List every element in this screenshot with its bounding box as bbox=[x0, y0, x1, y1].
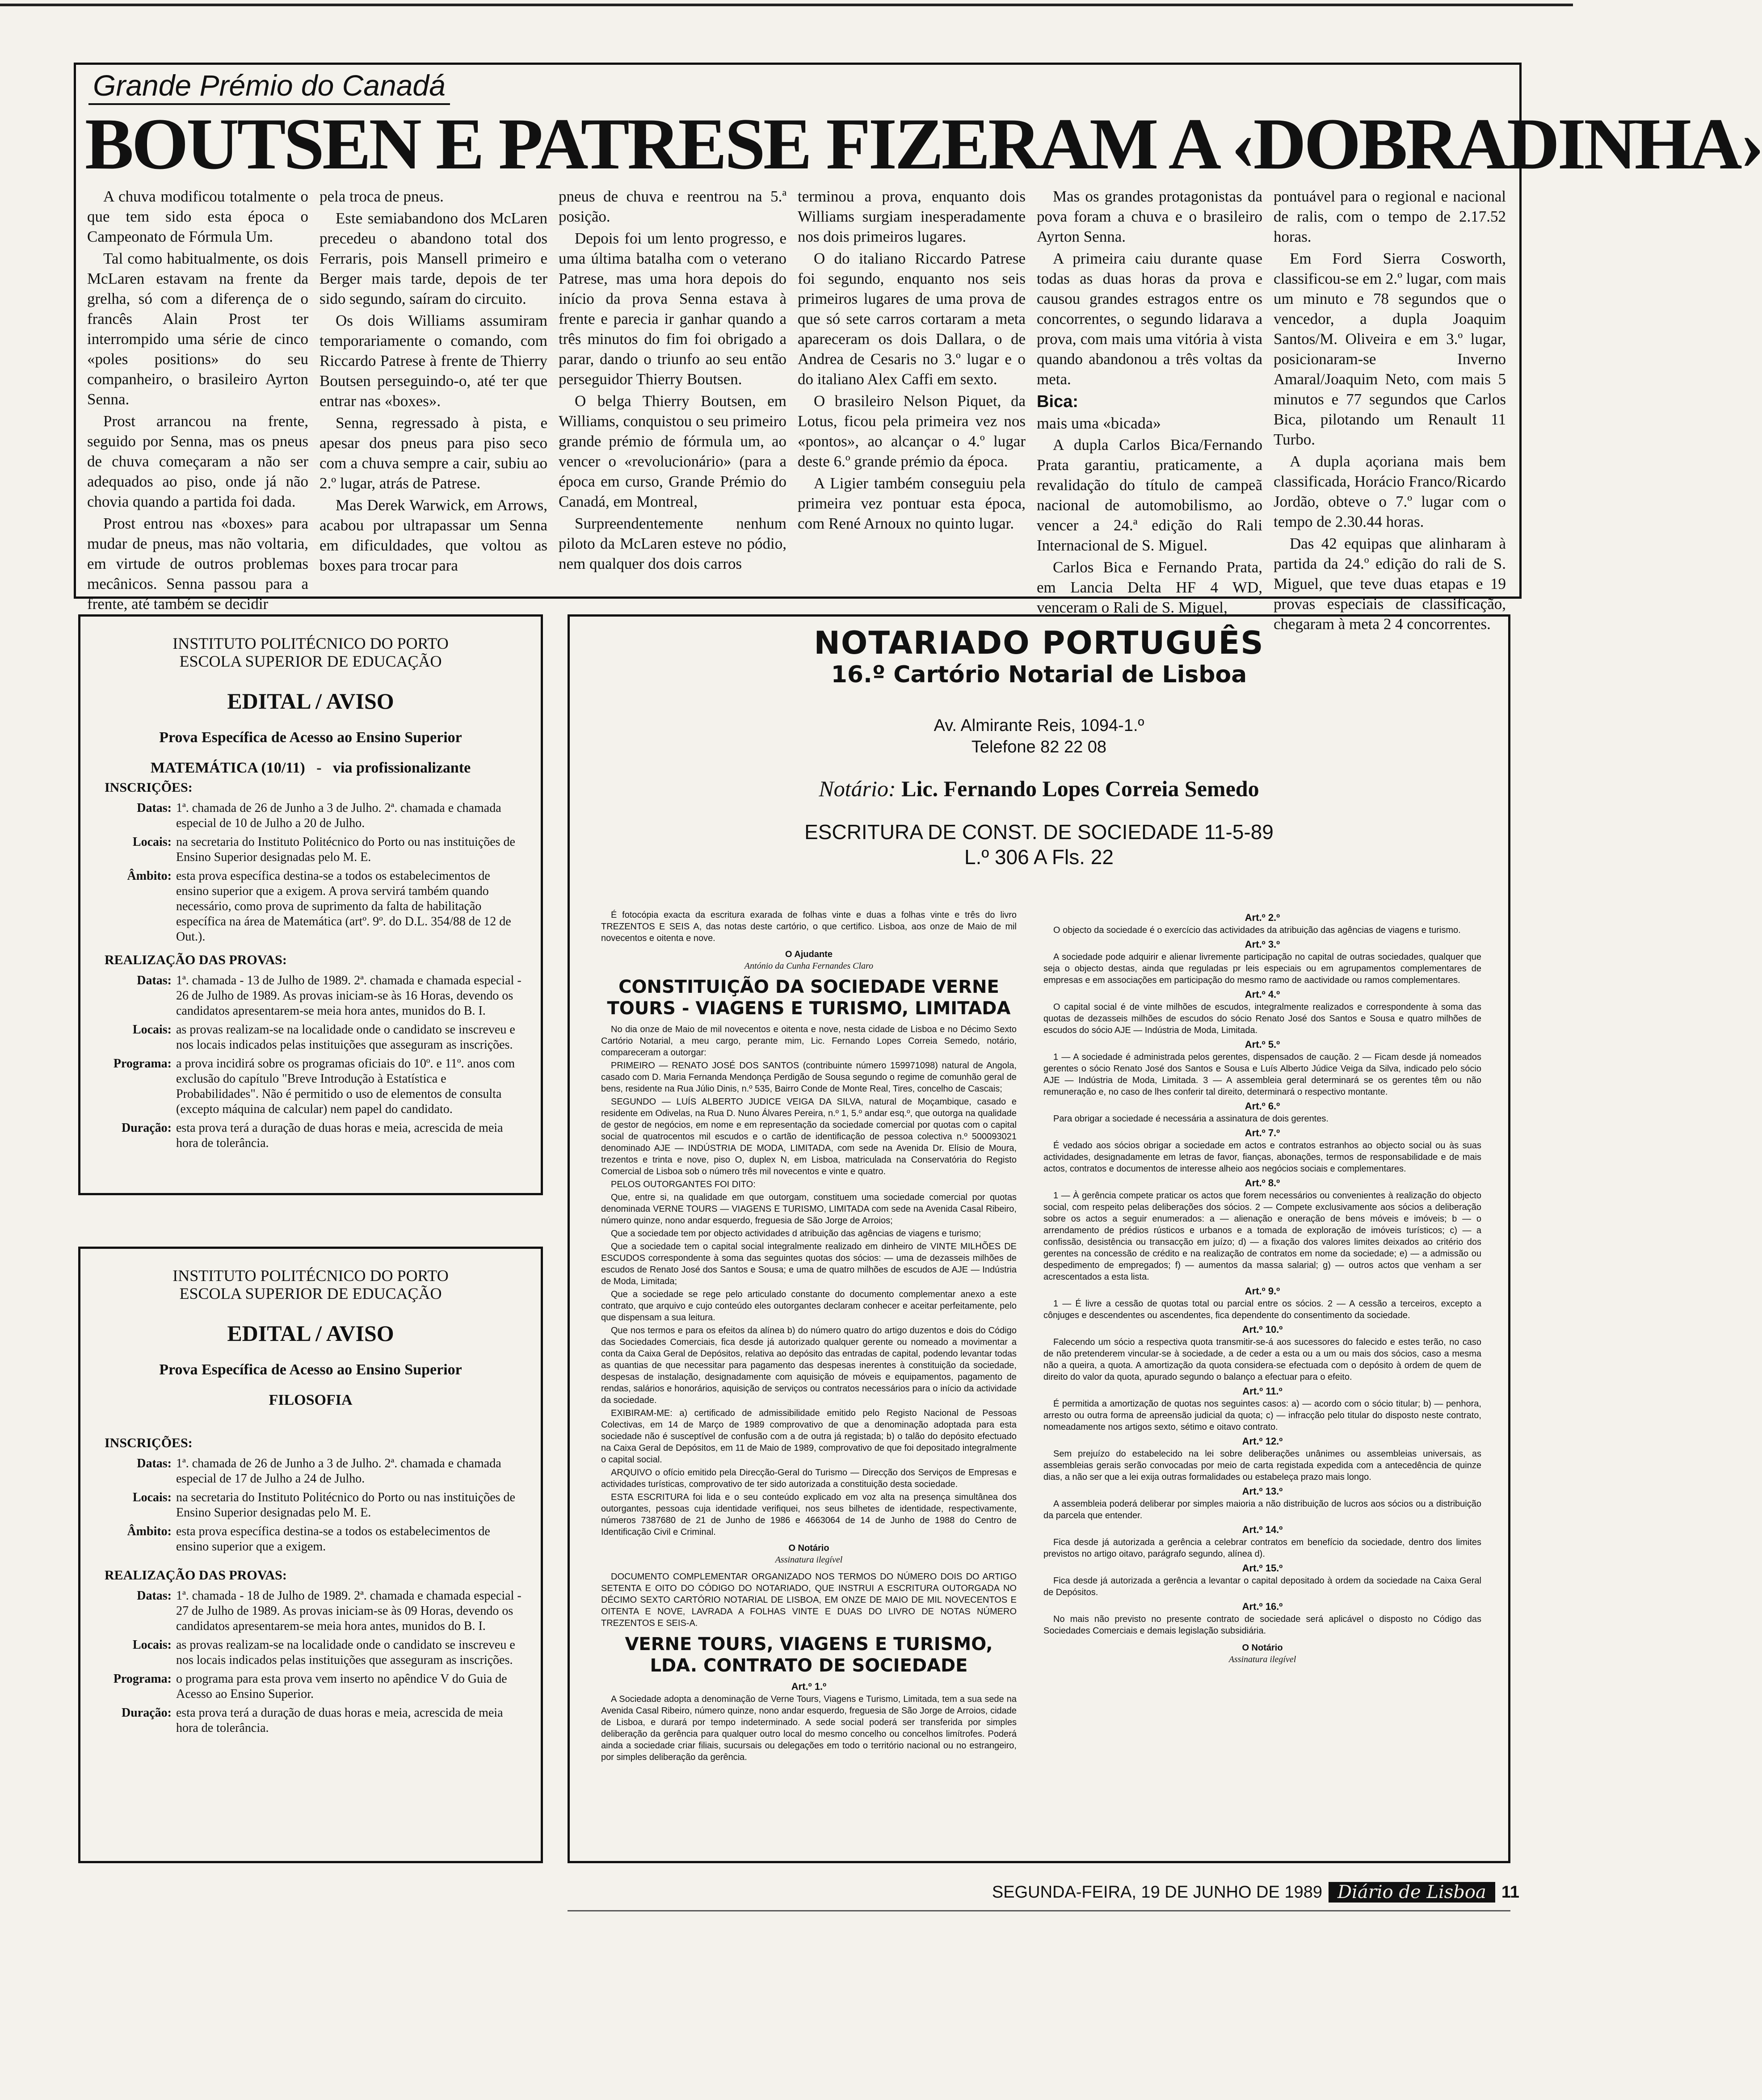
row-programa: Programa: o programa para esta prova vem inserto no apêndice V do Guia de Acesso ao Ensino Superior. bbox=[113, 1672, 507, 1701]
page-number: 11 bbox=[1501, 1882, 1519, 1902]
contrato-heading: VERNE TOURS, VIAGENS E TURISMO, LDA. CONTRATO DE SOCIEDADE bbox=[625, 1634, 993, 1676]
top-rule bbox=[0, 4, 1573, 6]
row-ambito: Âmbito: esta prova específica destina-se a todos os estabelecimentos de ensino superior que a exigem. A prova servirá também quando necessário, como prova de suprimento da falta de habilitação específica na área de Matemática (artº. 9º. do D.L. 354/88 de 12 de Out.). bbox=[127, 869, 511, 944]
notario-signature: Assinatura ilegível bbox=[775, 1555, 843, 1565]
school-name: ESCOLA SUPERIOR DE EDUCAÇÃO bbox=[179, 1285, 442, 1302]
edital-subtitle: Prova Específica de Acesso ao Ensino Superior bbox=[159, 729, 462, 746]
notariado-notice bbox=[568, 614, 1510, 1863]
footer-rule bbox=[568, 1910, 1510, 1911]
edital-title: EDITAL / AVISO bbox=[227, 689, 394, 714]
intro-text: É fotocópia exacta da escritura exarada de folhas vinte e duas a folhas vinte e três do livro TREZENTOS E SEIS A, das notas deste cartório, o que certifico. Lisboa, aos onze de Maio de mil novecentos e oitenta e nove. bbox=[601, 910, 1017, 943]
realizacao-heading: REALIZAÇÃO DAS PROVAS: bbox=[105, 1568, 287, 1583]
notariado-left-column: É fotocópia exacta da escritura exarada de folhas vinte e duas a folhas vinte e três do livro TREZENTOS E SEIS A, das notas deste cartório, o que certifico. Lisboa, aos onze de Maio de mil novecentos e oitenta e nove. O Ajudante António da Cunha Fernandes Claro CONSTITUIÇÃO DA SOCIEDADE VERNE TOURS - VIAGENS E TURISMO, LIMITADA No dia onze de Maio de mil novecentos e oitenta e nove, nesta cidade de Lisboa e no Décimo Sexto Cartório Notarial, a meu cargo, perante mim, Lic. Fernando Lopes Correia Semedo, notário, compareceram a outorgar: PRIMEIRO — RENATO JOSÉ DOS SANTOS (contribuinte número 159971098) natural de Angola, casado com D. Maria Fernanda Mendonça Perdigão de Sousa segundo o regime de comunhão geral de bens, residente na Rua Júlio Dinis, n.º 535, Bairro Conde de Monte Real, Tires, concelho de Cascais; SEGUNDO — LUÍS ALBERTO JUDICE VEIGA DA SILVA, natural de Moçambique, casado e residente em Odivelas, na Rua D. Nuno Álvares Pereira, n.º 1, 5.º andar esq.º, que outorga na qualidade de gestor de negócios, em nome e em representação da sociedade comercial por quotas com o capital social de quatrocentos mil escudos e o cartão de identificação de pessoa colectiva n.º 500093021 denominado AJE — INDÚSTRIA DE MODA, LIMITADA, com sede na Avenida Dr. Elísio de Moura, trezentos e trinta e nove, piso O, duplex N, em Lisboa, matriculada na Conservatória do Registo Comercial de Lisboa sob o número três mil novecentos e vinte e quatro. PELOS OUTORGANTES FOI DITO: Que, entre si, na qualidade em que outorgam, constituem uma sociedade comercial por quotas denominada VERNE TOURS — VIAGENS E TURISMO, LIMITADA com sede na Avenida Casal Ribeiro, número quinze, nono andar esquerdo, freguesia de São Jorge de Arroios; Que a sociedade tem por objecto actividades d atribuição das agências de viagens e turismo; Que a sociedade tem o capital social integralmente realizado em dinheiro de VINTE MILHÕES DE ESCUDOS correspondente à soma das seguintes quotas dos sócios: — uma de dezasseis milhões de escudos de Renato José dos Santos e Sousa; e uma de quatro milhões de escudos de AJE — Indústria de Moda, Limitada; Que a sociedade se rege pelo articulado constante do documento complementar anexo a este contrato, que arquivo e cujo conteúdo eles outorgantes declaram conhecer e aceitar perfeitamente, pelo que dispensam a sua leitura. Que nos termos e para os efeitos da alínea b) do número quatro do artigo duzentos e dois do Código das Sociedades Comerciais, fica desde já autorizado qualquer gerente ou nomeado a movimentar a conta da Caixa Geral de Depósitos, relativa ao depósito das entradas de capital, podendo levantar todas as quantias de que necessitar para pagamento das despesas inerentes à constituição da sociedade, despesas de instalação, designadamente com aquisição de móveis e equipamentos, pagamento de rendas, salários e honorários, aquisição de serviços ou contratos necessários para o início da actividade da sociedade. EXIBIRAM-ME: a) certificado de admissibilidade emitido pelo Registo Nacional de Pessoas Colectivas, em 14 de Março de 1989 comprovativo de que a denominação adoptada para esta sociedade não é susceptível de confusão com a de outra já registada; b) o talão do depósito efectuado na Caixa Geral de Depósitos, em 11 de Maio de 1989, comprovativo de que foi depositado integralmente o capital social. ARQUIVO o ofício emitido pela Direcção-Geral do Turismo — Direcção dos Serviços de Empresas e actividades turísticas, comprovativo de ter sido autorizada a constituição desta sociedade. ESTA ESCRITURA foi lida e o seu conteúdo explicado em voz alta na presença simultânea dos outorgantes, pessoas cuja identidade verifiquei, nos seus bilhetes de identidade, respectivamente, números 7387680 de 21 de Junho de 1986 e 4663064 de 14 de Junho de 1988 do Centro de Identificação Civil e Criminal. O Notário Assinatura ilegível DOCUMENTO COMPLEMENTAR ORGANIZADO NOS TERMOS DO NÚMERO DOIS DO ARTIGO SETENTA E OITO DO CÓDIGO DO NOTARIADO, QUE INSTRUI A ESCRITURA OUTORGADA NO DÉCIMO SEXTO CARTÓRIO NOTARIAL DE LISBOA, EM ONZE DE MAIO DE MIL NOVECENTOS E OITENTA E NOVE, LAVRADA A FOLHAS VINTE E DUAS DO LIVRO DE NOTAS NÚMERO TREZENTOS E SEIS-A. VERNE TOURS, VIAGENS E TURISMO, LDA. CONTRATO DE SOCIEDADE Art.º 1.º A Sociedade adopta a denominação de Verne Tours, Viagens e Turismo, Limitada, tem a sua sede na Avenida Casal Ribeiro, número quinze, nono andar esquerdo, freguesia de São Jorge de Arroios, cidade de Lisboa, e durará por tempo indeterminado. A sede social poderá ser transferida por simples deliberação da gerência para qualquer outro local do mesmo concelho ou concelhos limítrofes. Poderá ainda a sociedade criar filiais, sucursais ou delegações em todo o território nacional ou no estrangeiro, por simples deliberação da gerência. bbox=[601, 910, 1017, 1762]
edital-subtitle: Prova Específica de Acesso ao Ensino Superior bbox=[159, 1361, 462, 1378]
school-name: ESCOLA SUPERIOR DE EDUCAÇÃO bbox=[179, 652, 442, 670]
page-footer bbox=[903, 1879, 1519, 1906]
row-datas: Datas: 1ª. chamada - 18 de Julho de 1989. 2ª. chamada e chamada especial - 27 de Julho de 1989. As provas iniciam-se às 09 Horas, devendo os candidatos apresentarem-se meia hora antes, munidos do B. I. bbox=[137, 1589, 521, 1633]
inscricoes-heading: INSCRIÇÕES: bbox=[105, 780, 193, 795]
notario-line bbox=[583, 776, 1495, 802]
edital-subject: MATEMÁTICA (10/11) - via profissionalizante bbox=[150, 760, 471, 776]
escritura-livro: L.º 306 A Fls. 22 bbox=[964, 845, 1114, 869]
row-locais: Locais: as provas realizam-se na localidade onde o candidato se inscreveu e nos locais indicados pelas instituições que asseguram as inscrições. bbox=[132, 1023, 515, 1052]
documento-complementar: DOCUMENTO COMPLEMENTAR ORGANIZADO NOS TERMOS DO NÚMERO DOIS DO ARTIGO SETENTA E OITO DO CÓDIGO DO NOTARIADO, QUE INSTRUI A ESCRITURA OUTORGADA NO DÉCIMO SEXTO CARTÓRIO NOTARIAL DE LISBOA, EM ONZE DE MAIO DE MIL NOVECENTOS E OITENTA E NOVE, LAVRADA A FOLHAS VINTE E DUAS DO LIVRO DE NOTAS NÚMERO TREZENTOS E SEIS-A. bbox=[601, 1572, 1017, 1628]
article-column-3: pneus de chuva e reentrou na 5.ª posição. Depois foi um lento progresso, e uma última batalha com o veterano Patrese, mas uma hora depois do início da prova Senna estava à frente e parecia ir ganhar quando a três minutos do fim foi obrigado a parar, dando o triunfo ao seu então perseguidor Thierry Boutsen. O belga Thierry Boutsen, em Williams, conquistou o seu primeiro grande prémio de fórmula um, ao vencer o «revolucionário» (para a época em curso, Grande Prémio do Canadá, em Montreal, Surpreendentemente nenhum piloto da McLaren esteve no pódio, nem qualquer dos dois carros bbox=[559, 188, 786, 572]
row-datas: Datas: 1ª. chamada - 13 de Julho de 1989. 2ª. chamada e chamada especial - 26 de Julho de 1989. As provas iniciam-se às 16 Horas, devendo os candidatos apresentarem-se meia hora antes, munidos do B. I. bbox=[137, 974, 521, 1018]
cartorio-address: Av. Almirante Reis, 1094-1.º bbox=[934, 716, 1144, 735]
article-column-5: Mas os grandes protagonistas da pova foram a chuva e o brasileiro Ayrton Senna. A primeira caiu durante quase todas as duas horas da prova e causou grandes estragos entre os concorrentes, o segundo lidarava a prova, com mais uma vitória à vista quando abandonou a três voltas da meta. Bica: mais uma «bicada» A dupla Carlos Bica/Fernando Prata garantiu, praticamente, a revalidação do título de campeã nacional de automobilismo, ao vencer a 24.ª edição do Rali Internacional de S. Miguel. Carlos Bica e Fernando Prata, em Lancia Delta HF 4 WD, venceram o Rali de S. Miguel, bbox=[1037, 188, 1262, 616]
subhead-bicada: mais uma «bicada» bbox=[1037, 414, 1161, 432]
notario-label: O Notário bbox=[1242, 1643, 1283, 1653]
article-kicker: Grande Prémio do Canadá bbox=[88, 68, 450, 105]
notariado-right-column: Art.º 2.º O objecto da sociedade é o exercício das actividades da atribuição das agências de viagens e turismo. Art.º 3.º A sociedade pode adquirir e alienar livremente participação no capital de outras sociedades, qualquer que seja o objecto destas, ainda que reguladas pr leis especiais ou em agrupamentos complementares de empresas e em associações em participação do mesmo ramo de aactividade ou ramos complementares. Art.º 4.º O capital social é de vinte milhões de escudos, integralmente realizados e correspondente à soma das quotas de dezasseis milhões de escudos do sócio Renato José dos Santos e Sousa e quatro milhões de escudos do sócio AJE — Indústria de Moda, Limitada. Art.º 5.º 1 — A sociedade é administrada pelos gerentes, dispensados de caução. 2 — Ficam desde já nomeados gerentes o sócio Renato José dos Santos e Sousa e Luís Alberto Júdice Veiga da Silva, indicado pelo sócio AJE — Indústria de Moda, Limitada. 3 — A assembleia geral determinará se os gerentes têm ou não remuneração e, no caso de lhes conferir tal direito, determinará o respectivo montante. Art.º 6.º Para obrigar a sociedade é necessária a assinatura de dois gerentes. Art.º 7.º É vedado aos sócios obrigar a sociedade em actos e contratos estranhos ao objecto social ou às suas actividades, designadamente em letras de favor, fianças, abonações, termos de responsabilidade e de mais actos, contratos e documentos de interesse alheio aos negócios sociais e complementares. Art.º 8.º 1 — À gerência compete praticar os actos que forem necessários ou convenientes à realização do objecto social, com respeito pelas deliberações dos sócios. 2 — Compete exclusivamente aos sócios a deliberação sobre os actos a seguir enumerados: a — alienação e oneração de bens móveis e imóveis; b — o arrendamento de prédios rústicos e urbanos e a tomada de exploração de imóveis turísticos; c) — a confissão, desistência ou transacção em juízo; d) — a fixação dos valores limites deixados ao critério dos gerentes na concessão de crédito e na realização de contratos em nome da sociedade; e) — a admissão ou despedimento de empregados; f) — aumentos da massa salarial; g) — outros actos que venham a ser acrescentados a esta lista. Art.º 9.º 1 — É livre a cessão de quotas total ou parcial entre os sócios. 2 — A cessão a terceiros, excepto a cônjuges e descendentes ou ascendentes, fica dependente do consentimento da sociedade. Art.º 10.º Falecendo um sócio a respectiva quota transmitir-se-á aos sucessores do falecido e estes terão, no caso de não pretenderem vincular-se à sociedade, a de ceder a esta ou a um ou mais dos sócios, caso a mesma não a queira, a quota. A amortização da quota considera-se efectuada com o depósito à ordem de quem de direito do valor da quota, apurado segundo o balanço a efectuar para o efeito. Art.º 11.º É permitida a amortização de quotas nos seguintes casos: a) — acordo com o sócio titular; b) — penhora, arresto ou outra forma de apreensão judicial da quota; c) — infracção pelo titular do disposto neste contrato, nomeadamente nos artigos sexto, sétimo e oitavo contrato. Art.º 12.º Sem prejuízo do estabelecido na lei sobre deliberações unânimes ou assembleias universais, as assembleias gerais serão convocadas por meio de carta registada expedida com a antecedência de quinze dias, a não ser que a lei exija outras formalidades ou estabeleça prazo mais longo. Art.º 13.º A assembleia poderá deliberar por simples maioria a não distribuição de lucros aos sócios ou a distribuição da parcela que entender. Art.º 14.º Fica desde já autorizada a gerência a celebrar contratos em benefício da sociedade, dentro dos limites previstos no artigo oitavo, parágrafo segundo, alínea d). Art.º 15.º Fica desde já autorizada a gerência a levantar o capital depositado à ordem da sociedade na Caixa Geral de Depósitos. Art.º 16.º No mais não previsto no presente contrato de sociedade será aplicável o disposto no Código das Sociedades Comerciais e demais legislação subsidiária. O Notário Assinatura ilegível bbox=[1043, 912, 1481, 1664]
article-headline: BOUTSEN E PATRESE FIZERAM A ‹DOBRADINHA› bbox=[85, 104, 1762, 185]
institution-name: INSTITUTO POLITÉCNICO DO PORTO bbox=[172, 634, 449, 652]
row-programa: Programa: a prova incidirá sobre os programas oficiais do 10º. e 11º. anos com exclusão do capítulo "Breve Introdução à Estatística e Probabilidades". Não é permitido o uso de elementos de consulta (excepto máquina de calcular) nem papel do candidato. bbox=[113, 1057, 515, 1116]
edital-matematica bbox=[78, 614, 543, 1195]
cartorio-name: 16.º Cartório Notarial de Lisboa bbox=[831, 661, 1247, 688]
row-datas: Datas: 1ª. chamada de 26 de Junho a 3 de Julho. 2ª. chamada e chamada especial de 17 de Julho a 24 de Julho. bbox=[137, 1457, 501, 1486]
row-locais: Locais: na secretaria do Instituto Politécnico do Porto ou nas instituições de Ensino Superior designadas pelo M. E. bbox=[132, 1491, 515, 1520]
edital-filosofia bbox=[78, 1247, 543, 1863]
edital-subject: FILOSOFIA bbox=[269, 1392, 353, 1408]
inscricoes-heading: INSCRIÇÕES: bbox=[105, 1436, 193, 1450]
realizacao-heading: REALIZAÇÃO DAS PROVAS: bbox=[105, 953, 287, 967]
row-locais: Locais: na secretaria do Instituto Politécnico do Porto ou nas instituições de Ensino Superior designadas pelo M. E. bbox=[132, 835, 515, 864]
article-column-2: pela troca de pneus. Este semiabandono dos McLaren precedeu o abandono total dos Ferraris, pois Mansell primeiro e Berger mais tarde, depois de ter sido segundo, saíram do circuito. Os dois Williams assumiram temporariamente o comando, com Riccardo Patrese à frente de Thierry Boutsen perseguindo-o, até ter que entrar nas «boxes». Senna, regressado à pista, e apesar dos pneus para piso seco com a chuva sempre a cair, subiu ao 2.º lugar, atrás de Patrese. Mas Derek Warwick, em Arrows, acabou por ultrapassar um Senna em dificuldades, que voltou as boxes para trocar para bbox=[320, 188, 547, 574]
ajudante-label: O Ajudante bbox=[785, 949, 833, 959]
ajudante-signature: António da Cunha Fernandes Claro bbox=[744, 961, 874, 971]
notario-label: Notário: bbox=[819, 776, 896, 801]
row-datas: Datas: 1ª. chamada de 26 de Junho a 3 de Julho. 2ª. chamada e chamada especial de 10 de Julho a 20 de Julho. bbox=[137, 801, 501, 830]
escritura-title: ESCRITURA DE CONST. DE SOCIEDADE 11-5-89 bbox=[804, 820, 1274, 844]
article-box bbox=[74, 63, 1762, 633]
edital-title: EDITAL / AVISO bbox=[227, 1321, 394, 1346]
notario-name: Lic. Fernando Lopes Correia Semedo bbox=[901, 776, 1259, 801]
row-duracao: Duração: esta prova terá a duração de duas horas e meia, acrescida de meia hora de tolerância. bbox=[122, 1121, 503, 1150]
constituicao-heading: CONSTITUIÇÃO DA SOCIEDADE VERNE TOURS - VIAGENS E TURISMO, LIMITADA bbox=[607, 977, 1011, 1019]
notariado-title: NOTARIADO PORTUGUÊS bbox=[814, 625, 1264, 661]
issue-date: SEGUNDA-FEIRA, 19 DE JUNHO DE 1989 bbox=[992, 1882, 1322, 1902]
article-column-6: pontuável para o regional e nacional de ralis, com o tempo de 2.17.52 horas. Em Ford Sierra Cosworth, classificou-se em 2.º lugar, com mais um minuto e 78 segundos que o vencedor, a dupla Joaquim Santos/M. Oliveira e em 3.º lugar, posicionaram-se Inverno Amaral/Joaquim Neto, com mais 5 minutos e 77 segundos que Carlos Bica, pilotando um Renault 11 Turbo. A dupla açoriana mais bem classificada, Horácio Franco/Ricardo Jordão, obteve o 7.º lugar com o tempo de 2.30.44 horas. Das 42 equipas que alinharam à partida da 24.º edição do rali de S. Miguel, que teve duas etapas e 19 provas especiais de classificação, chegaram à meta 2 4 concorrentes. bbox=[1274, 188, 1506, 633]
notario-label: O Notário bbox=[788, 1543, 829, 1553]
notario-signature: Assinatura ilegível bbox=[1228, 1655, 1296, 1664]
masthead-logo: Diário de Lisboa bbox=[1329, 1882, 1495, 1903]
article-number: Art.º 1.º bbox=[791, 1681, 827, 1692]
subhead-bica: Bica: bbox=[1037, 392, 1078, 411]
institution-name: INSTITUTO POLITÉCNICO DO PORTO bbox=[172, 1267, 449, 1285]
row-ambito: Âmbito: esta prova específica destina-se a todos os estabelecimentos de ensino superior que a exigem. bbox=[127, 1525, 490, 1554]
article-column-1: A chuva modificou totalmente o que tem sido esta época o Campeonato de Fórmula Um. Tal como habitualmente, os dois McLaren estavam na frente da grelha, só com a diferença de o francês Alain Prost ter interrompido uma série de cinco «poles positions» do seu companheiro, o brasileiro Ayrton Senna. Prost arrancou na frente, seguido por Senna, mas os pneus de chuva começaram a não ser adequados ao piso, onde já não chovia quando a partida foi dada. Prost entrou nas «boxes» para mudar de pneus, mas não voltaria, em virtude de outros problemas mecânicos. Senna passou para a frente, até também se decidir bbox=[87, 188, 308, 613]
article-column-4: terminou a prova, enquanto dois Williams surgiam inesperadamente nos dois primeiros lugares. O do italiano Riccardo Patrese foi segundo, enquanto nos seis primeiros lugares de uma prova de que só sete carros cortaram a meta apareceram os dois Dallara, o de Andrea de Cesaris no 3.º lugar e o do italiano Alex Caffi em sexto. O brasileiro Nelson Piquet, da Lotus, ficou pela primeira vez nos «pontos», ao alcançar o 4.º lugar deste 6.º grande prémio da época. A Ligier também conseguiu pela primeira vez pontuar esta época, com René Arnoux no quinto lugar. bbox=[798, 188, 1026, 532]
cartorio-phone: Telefone 82 22 08 bbox=[971, 738, 1107, 756]
row-duracao: Duração: esta prova terá a duração de duas horas e meia, acrescida de meia hora de tolerância. bbox=[122, 1706, 503, 1735]
row-locais: Locais: as provas realizam-se na localidade onde o candidato se inscreveu e nos locais indicados pelas instituições que asseguram as inscrições. bbox=[132, 1638, 515, 1667]
